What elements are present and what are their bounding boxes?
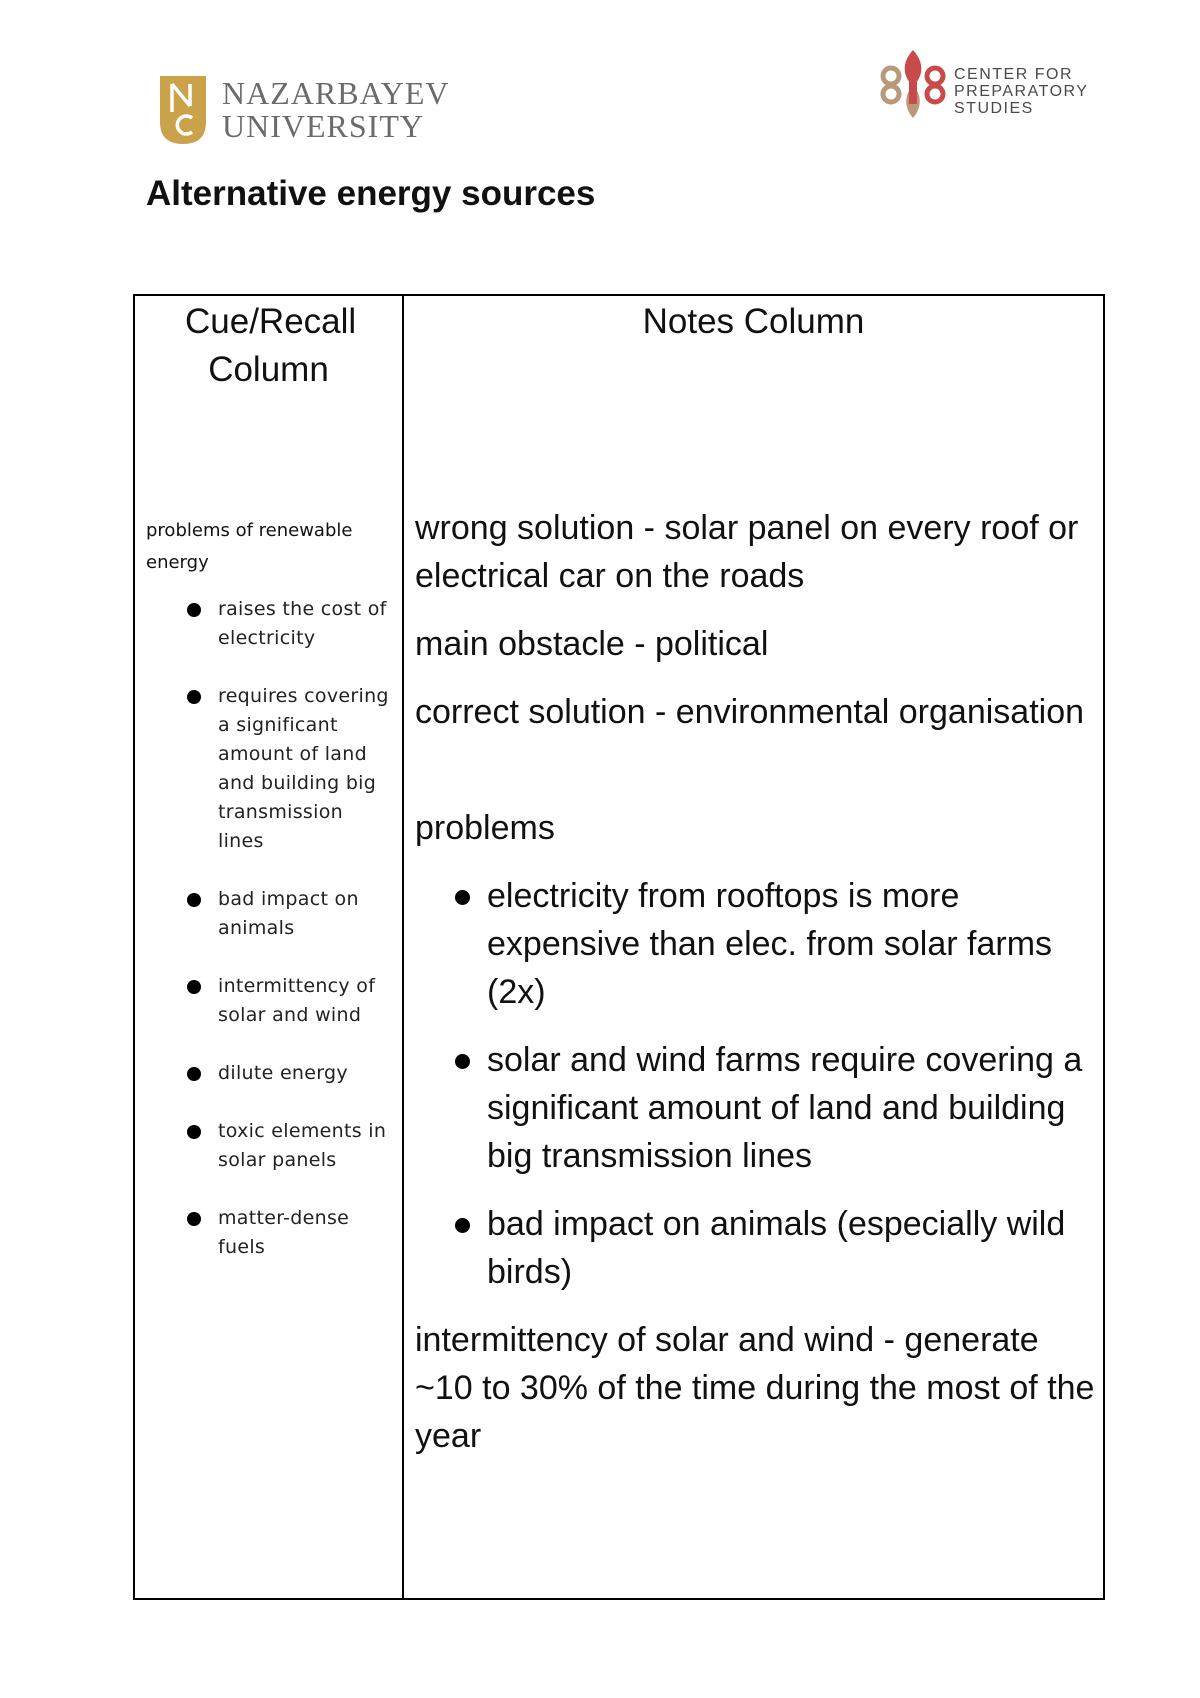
bullet-icon xyxy=(187,893,201,907)
center-name-line2: PREPARATORY xyxy=(954,82,1089,100)
list-item xyxy=(146,595,391,653)
bullet-icon xyxy=(455,1054,470,1069)
nazarbayev-university-logo xyxy=(160,76,450,144)
university-name-line2: UNIVERSITY xyxy=(222,108,424,144)
cue-item-text: matter-dense fuels xyxy=(218,1207,350,1258)
bullet-icon xyxy=(187,1212,201,1226)
note-bullet-text: solar and wind farms require covering a significant amount of land and building big transmission lines xyxy=(487,1041,1083,1175)
cps-emblem-icon xyxy=(878,48,948,120)
bullet-icon xyxy=(187,603,201,617)
note-bullet-text: electricity from rooftops is more expensive than elec. from solar farms (2x) xyxy=(487,877,1053,1011)
bullet-icon xyxy=(455,1218,470,1233)
list-item xyxy=(146,885,391,943)
note-bullet-text: bad impact on animals (especially wild birds) xyxy=(487,1205,1066,1291)
cue-list xyxy=(146,595,391,1262)
note-paragraph: correct solution - environmental organisation xyxy=(415,693,1085,731)
cue-item-text: intermittency of solar and wind xyxy=(218,975,376,1026)
notes-content xyxy=(415,504,1095,1480)
list-item xyxy=(146,972,391,1030)
cue-item-text: toxic elements in solar panels xyxy=(218,1120,387,1171)
note-paragraph: wrong solution - solar panel on every roof or electrical car on the roads xyxy=(415,509,1079,595)
bullet-icon xyxy=(187,1067,201,1081)
bullet-icon xyxy=(187,690,201,704)
list-item xyxy=(415,1036,1095,1180)
list-item xyxy=(415,872,1095,1016)
page-title: Alternative energy sources xyxy=(146,174,596,213)
bullet-icon xyxy=(187,1125,201,1139)
cue-item-text: bad impact on animals xyxy=(218,888,359,939)
cue-content xyxy=(146,515,391,1291)
notes-bullet-list xyxy=(415,872,1095,1296)
cornell-notes-table xyxy=(133,294,1105,1600)
cue-recall-column xyxy=(135,296,404,1598)
cue-item-text: requires covering a significant amount of land and building big transmission lines xyxy=(218,685,389,852)
list-item xyxy=(146,1204,391,1262)
cue-column-heading: Cue/Recall Column xyxy=(185,302,357,389)
cue-item-text: raises the cost of electricity xyxy=(218,598,387,649)
note-paragraph: problems xyxy=(415,809,555,847)
list-item xyxy=(146,1117,391,1175)
center-for-preparatory-studies-logo xyxy=(878,48,1088,120)
university-name-line1: NAZARBAYEV xyxy=(222,75,450,111)
notes-column xyxy=(404,296,1103,1598)
cue-item-text: dilute energy xyxy=(218,1062,348,1084)
bullet-icon xyxy=(455,890,470,905)
center-name-line1: CENTER FOR xyxy=(954,65,1073,83)
cue-topic-heading: problems of renewable energy xyxy=(146,520,353,573)
note-paragraph: main obstacle - political xyxy=(415,625,769,663)
notes-column-heading: Notes Column xyxy=(642,302,865,341)
center-name-line3: STUDIES xyxy=(954,99,1034,117)
nazarbayev-university-emblem-icon xyxy=(160,76,206,144)
list-item xyxy=(415,1200,1095,1296)
bullet-icon xyxy=(187,980,201,994)
note-paragraph: intermittency of solar and wind - generate ~10 to 30% of the time during the most of the year xyxy=(415,1321,1095,1455)
list-item xyxy=(146,1059,391,1088)
list-item xyxy=(146,682,391,856)
